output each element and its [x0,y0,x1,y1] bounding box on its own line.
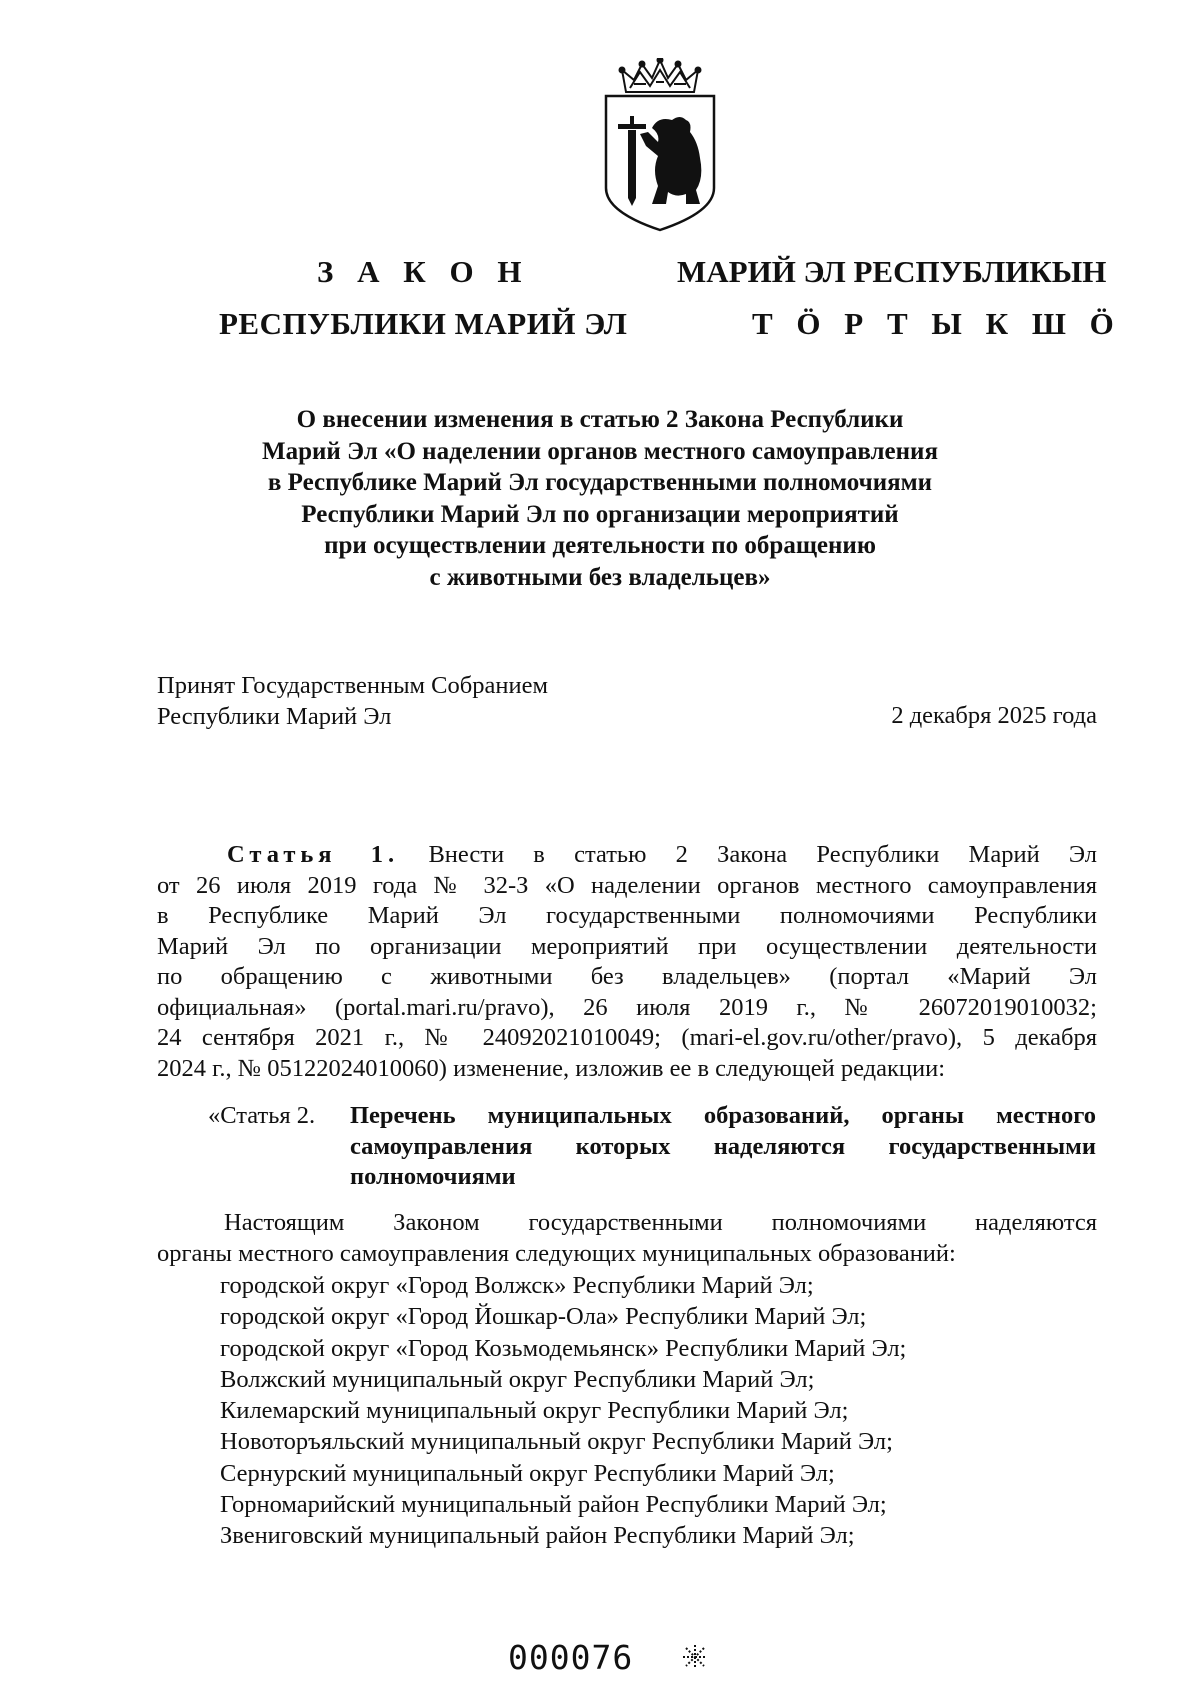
adoption-note [157,670,548,732]
intro-line: Настоящим Законом государственными полномочиями наделяются [224,1209,1097,1236]
list-item: Килемарский муниципальный округ Республики Марий Эл; [220,1397,849,1425]
intro-paragraph [157,1208,1097,1269]
list-item: Звениговский муниципальный район Республики Марий Эл; [220,1522,855,1550]
article-1-line: по обращению с животными без владельцев» (портал «Марий Эл [157,963,1097,990]
adoption-date: 2 декабря 2025 года [891,702,1097,729]
article-1-line: Марий Эл по организации мероприятий при осуществлении деятельности [157,932,1097,960]
article-1-line: 24 сентября 2021 г., № 24092021010049; (mari-el.gov.ru/other/pravo), 5 декабря [157,1024,1097,1051]
article-1-line: от 26 июля 2019 года № 32-З «О наделении органов местного самоуправления [157,871,1097,899]
article-2-label: «Статья 2. [208,1102,316,1129]
article-1-line: официальная» (portal.mari.ru/pravo), 26 июля 2019 г., № 26072019010032; [157,993,1097,1021]
document-title [160,404,1040,593]
page-number: 000076 [508,1638,634,1677]
header-mari-law: Т Ӧ Р Т Ы К Ш Ӧ [752,306,1122,341]
article-2-title-line: Перечень муниципальных образований, органы местного [350,1102,1096,1129]
article-1-label: Статья 1. [227,841,400,868]
list-item: Горномарийский муниципальный район Республики Марий Эл; [220,1491,887,1519]
adoption-line: Принят Государственным Собранием [157,672,548,699]
municipality-list [220,1270,906,1552]
title-line: Марий Эл «О наделении органов местного самоуправления [262,437,938,465]
title-line: при осуществлении деятельности по обращению [324,532,876,559]
header-mari-republic: МАРИЙ ЭЛ РЕСПУБЛИКЫН [677,254,1107,289]
article-1-line: 2024 г., № 05122024010060) изменение, изложив ее в следующей редакции: [157,1054,946,1082]
article-1 [157,840,1097,1084]
title-line: О внесении изменения в статью 2 Закона Республики [296,406,904,433]
article-2-title [350,1101,1096,1193]
title-line: в Республике Марий Эл государственными полномочиями [267,469,933,496]
article-1-line: Внести в статью 2 Закона Республики Марий Эл [428,841,1097,868]
list-item: городской округ «Город Волжск» Республики Марий Эл; [220,1272,814,1299]
coat-of-arms-emblem [600,58,720,234]
article-2-title-line: самоуправления которых наделяются государственными [350,1132,1096,1160]
list-item: городской округ «Город Козьмодемьянск» Республики Марий Эл; [220,1334,907,1362]
title-line: Республики Марий Эл по организации мероприятий [301,500,899,528]
article-1-first-line [157,840,1097,871]
article-2-title-line: полномочиями [350,1163,516,1190]
adoption-line: Республики Марий Эл [157,703,392,730]
list-item: Сернурский муниципальный округ Республики Марий Эл; [220,1459,835,1487]
header-republic-name: РЕСПУБЛИКИ МАРИЙ ЭЛ [219,306,628,341]
header-law-title: З А К О Н [317,254,530,289]
list-item: городской округ «Город Йошкар-Ола» Республики Марий Эл; [220,1303,867,1331]
star-mark-icon [682,1644,708,1670]
intro-line: органы местного самоуправления следующих муниципальных образований: [157,1239,956,1267]
list-item: Новоторъяльский муниципальный округ Республики Марий Эл; [220,1428,893,1456]
title-line: с животными без владельцев» [429,563,771,591]
article-1-line: в Республике Марий Эл государственными полномочиями Республики [157,902,1097,929]
list-item: Волжский муниципальный округ Республики Марий Эл; [220,1365,815,1393]
